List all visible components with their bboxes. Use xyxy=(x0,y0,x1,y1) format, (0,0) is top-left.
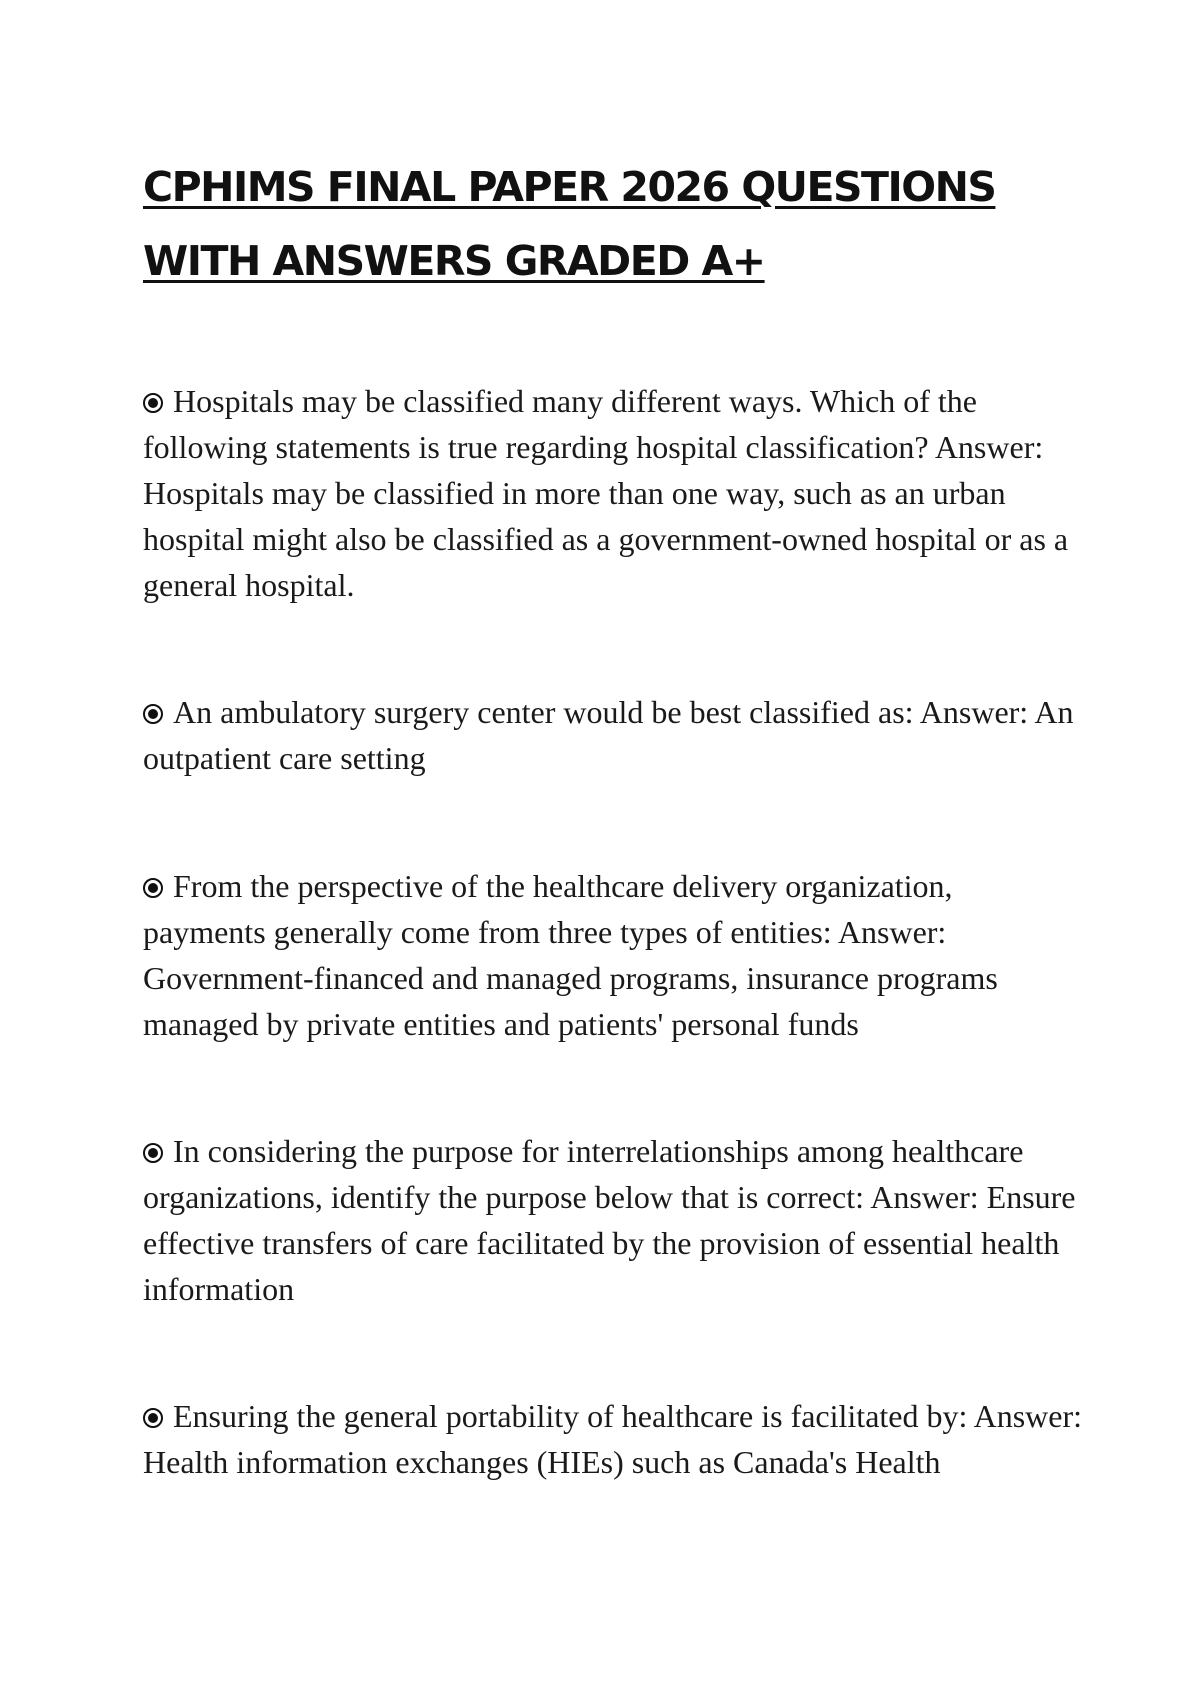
question-text: Ensuring the general portability of healthcare is facilitated by: Answer: Health information exchanges (HIEs) such as Canada's Health xyxy=(143,1398,1083,1480)
fisheye-bullet-icon xyxy=(143,878,163,898)
document-title: CPHIMS FINAL PAPER 2026 QUESTIONS WITH ANSWERS GRADED A+ xyxy=(143,163,996,285)
fisheye-bullet-icon xyxy=(143,704,163,724)
question-item xyxy=(143,1393,1083,1485)
question-text: An ambulatory surgery center would be best classified as: Answer: An outpatient care setting xyxy=(143,694,1074,776)
question-text: Hospitals may be classified many different ways. Which of the following statements is true regarding hospital classification? Answer: Hospitals may be classified in more than one way, such as an urban hospital might also be classified as a government-owned hospital or as a general hospital. xyxy=(143,383,1069,603)
question-item xyxy=(143,378,1083,608)
fisheye-bullet-icon xyxy=(143,393,163,413)
question-item xyxy=(143,689,1083,781)
question-text: In considering the purpose for interrelationships among healthcare organizations, identify the purpose below that is correct: Answer: Ensure effective transfers of care facilitated by the provision of essential health information xyxy=(143,1133,1076,1307)
question-item xyxy=(143,863,1083,1047)
fisheye-bullet-icon xyxy=(143,1408,163,1428)
question-item xyxy=(143,1128,1083,1312)
fisheye-bullet-icon xyxy=(143,1143,163,1163)
question-text: From the perspective of the healthcare delivery organization, payments generally come from three types of entities: Answer: Government-financed and managed programs, insurance programs managed by private entities and patients' personal funds xyxy=(143,868,998,1042)
